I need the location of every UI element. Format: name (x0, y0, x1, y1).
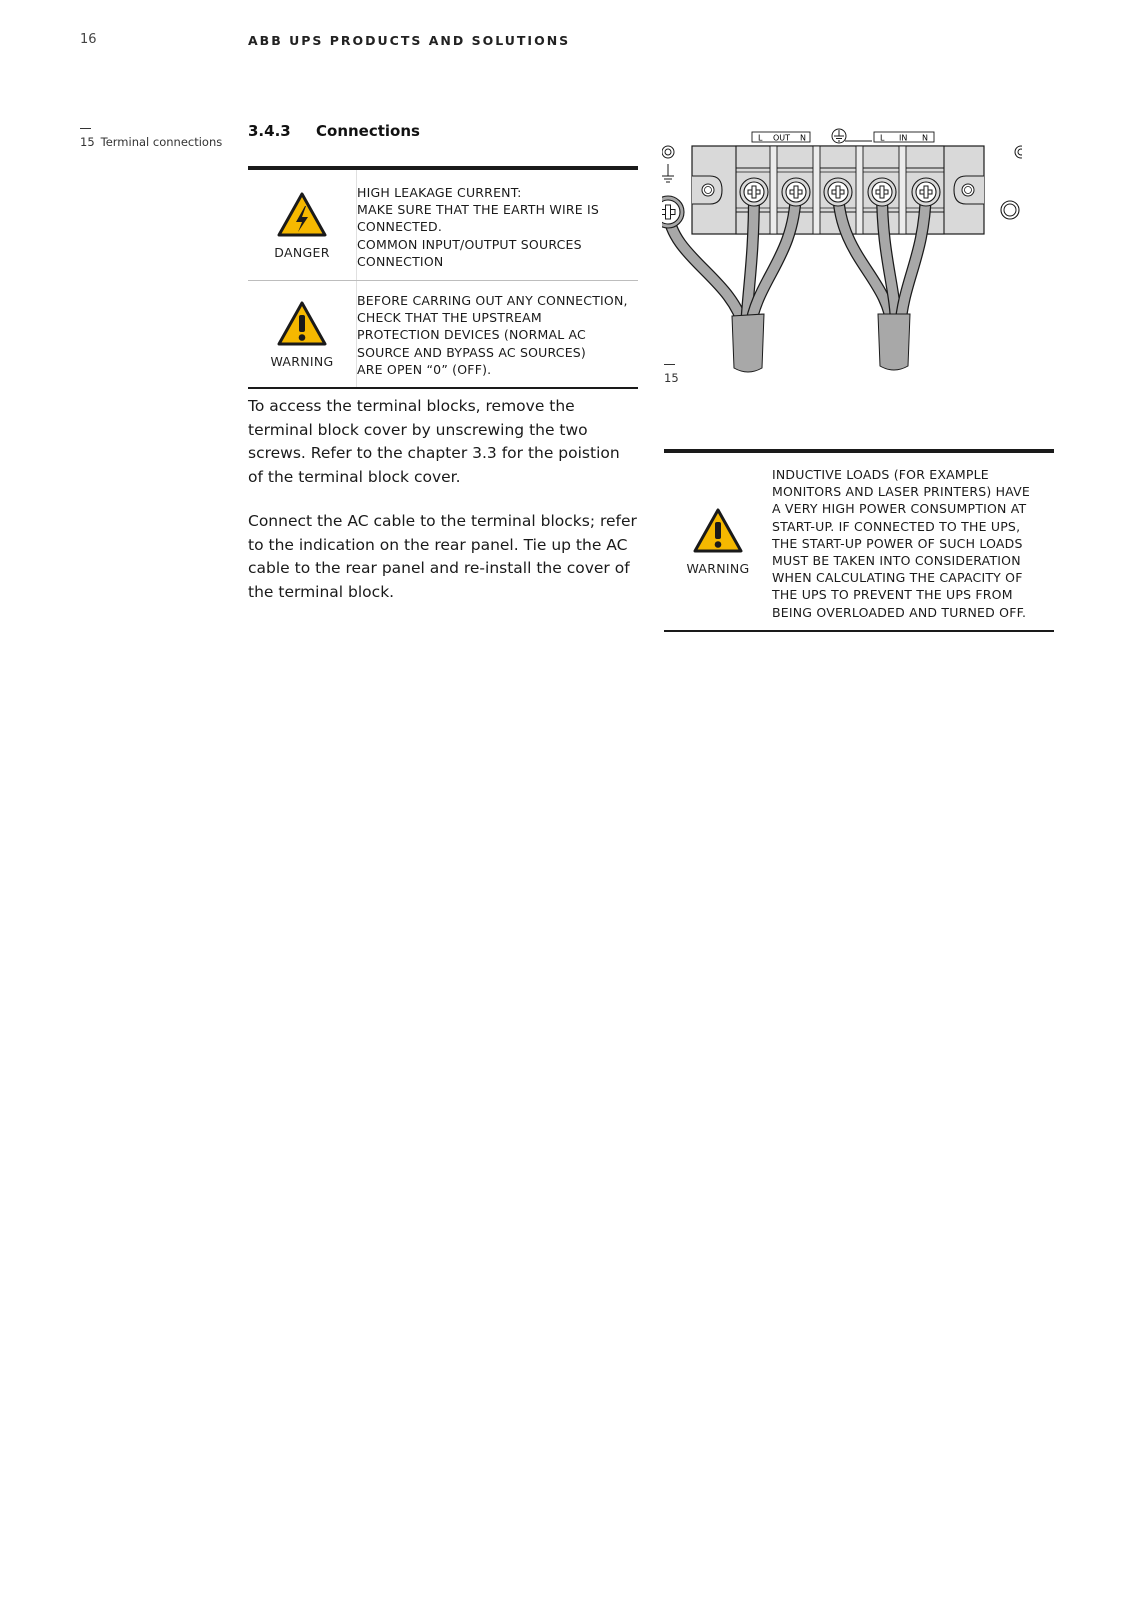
side-caption-number: 15 (80, 135, 95, 149)
body-line: screws. Refer to the chapter 3.3 for the poistion (248, 444, 620, 462)
out-label-text: OUT (773, 133, 791, 143)
safety-notice-table (248, 166, 638, 389)
section-title: Connections (316, 122, 420, 140)
warning-line: WHEN CALCULATING THE CAPACITY OF (772, 570, 1023, 586)
side-caption-text: Terminal connections (100, 135, 223, 149)
warning-icon-cell (248, 281, 357, 387)
danger-line: MAKE SURE THAT THE EARTH WIRE IS (357, 202, 600, 218)
figure-number: 15 (664, 371, 679, 385)
body-line: cable to the rear panel and re-install the cover of (248, 559, 630, 577)
warning-text (772, 453, 1054, 630)
exclamation-warning-icon (692, 507, 744, 555)
warning-line: A VERY HIGH POWER CONSUMPTION AT (772, 501, 1027, 517)
warning-text (357, 281, 638, 387)
danger-icon-cell (248, 170, 357, 280)
body-paragraph-2 (248, 510, 638, 604)
warning-label: WARNING (270, 353, 334, 369)
warning-label: WARNING (686, 561, 750, 576)
warning-line: THE START-UP POWER OF SUCH LOADS (772, 535, 1023, 551)
warning-line: CHECK THAT THE UPSTREAM (357, 310, 542, 326)
side-caption (80, 128, 222, 149)
warning-line: START-UP. IF CONNECTED TO THE UPS, (772, 518, 1021, 534)
cable-sheath-left (732, 314, 764, 372)
section-number: 3.4.3 (248, 122, 291, 140)
in-label-n: N (922, 133, 928, 143)
earth-screw-icon (662, 196, 684, 228)
warning-line: SOURCE AND BYPASS AC SOURCES) (357, 344, 586, 360)
cable-sheath-right (878, 314, 910, 370)
danger-notice (248, 170, 638, 280)
danger-label: DANGER (274, 244, 330, 260)
danger-line: CONNECTED. (357, 219, 443, 235)
warning-line: ARE OPEN “0” (OFF). (357, 361, 492, 377)
out-label-l: L (758, 133, 763, 143)
warning-line: PROTECTION DEVICES (NORMAL AC (357, 327, 586, 343)
body-paragraph-1 (248, 395, 638, 489)
section-heading (248, 122, 420, 140)
warning-line: MUST BE TAKEN INTO CONSIDERATION (772, 553, 1021, 569)
warning-line: INDUCTIVE LOADS (FOR EXAMPLE (772, 467, 989, 482)
terminal-block-diagram (662, 128, 1022, 388)
warning-line: BEFORE CARRING OUT ANY CONNECTION, (357, 293, 628, 308)
electric-hazard-icon (276, 191, 328, 239)
in-label-text: IN (899, 133, 908, 143)
running-title: ABB UPS PRODUCTS AND SOLUTIONS (248, 33, 571, 48)
exclamation-warning-icon (276, 300, 328, 348)
body-line: to the indication on the rear panel. Tie up the AC (248, 535, 628, 554)
body-line: To access the terminal blocks, remove the (248, 397, 575, 415)
page-number: 16 (80, 32, 97, 47)
caption-dash (664, 364, 675, 365)
warning-icon-cell (664, 453, 772, 630)
warning-notice (248, 280, 638, 387)
danger-text (357, 170, 638, 280)
body-line: terminal block cover by unscrewing the two (248, 420, 588, 439)
warning-line: THE UPS TO PREVENT THE UPS FROM (772, 587, 1013, 603)
danger-line: CONNECTION (357, 253, 444, 269)
inductive-load-notice-table (664, 449, 1054, 632)
warning-notice (664, 453, 1054, 630)
warning-line: MONITORS AND LASER PRINTERS) HAVE (772, 484, 1030, 500)
body-line: the terminal block. (248, 582, 395, 601)
out-label-n: N (800, 133, 806, 143)
ground-symbol-icon (832, 129, 872, 143)
in-label-l: L (880, 133, 885, 143)
earth-symbol-icon (662, 164, 674, 182)
danger-line: HIGH LEAKAGE CURRENT: (357, 185, 522, 200)
warning-line: BEING OVERLOADED AND TURNED OFF. (772, 604, 1027, 620)
caption-dash (80, 128, 91, 129)
body-line: Connect the AC cable to the terminal blocks; refer (248, 512, 637, 530)
figure-caption (664, 364, 679, 385)
danger-line: COMMON INPUT/OUTPUT SOURCES (357, 236, 582, 252)
body-line: of the terminal block cover. (248, 467, 461, 486)
